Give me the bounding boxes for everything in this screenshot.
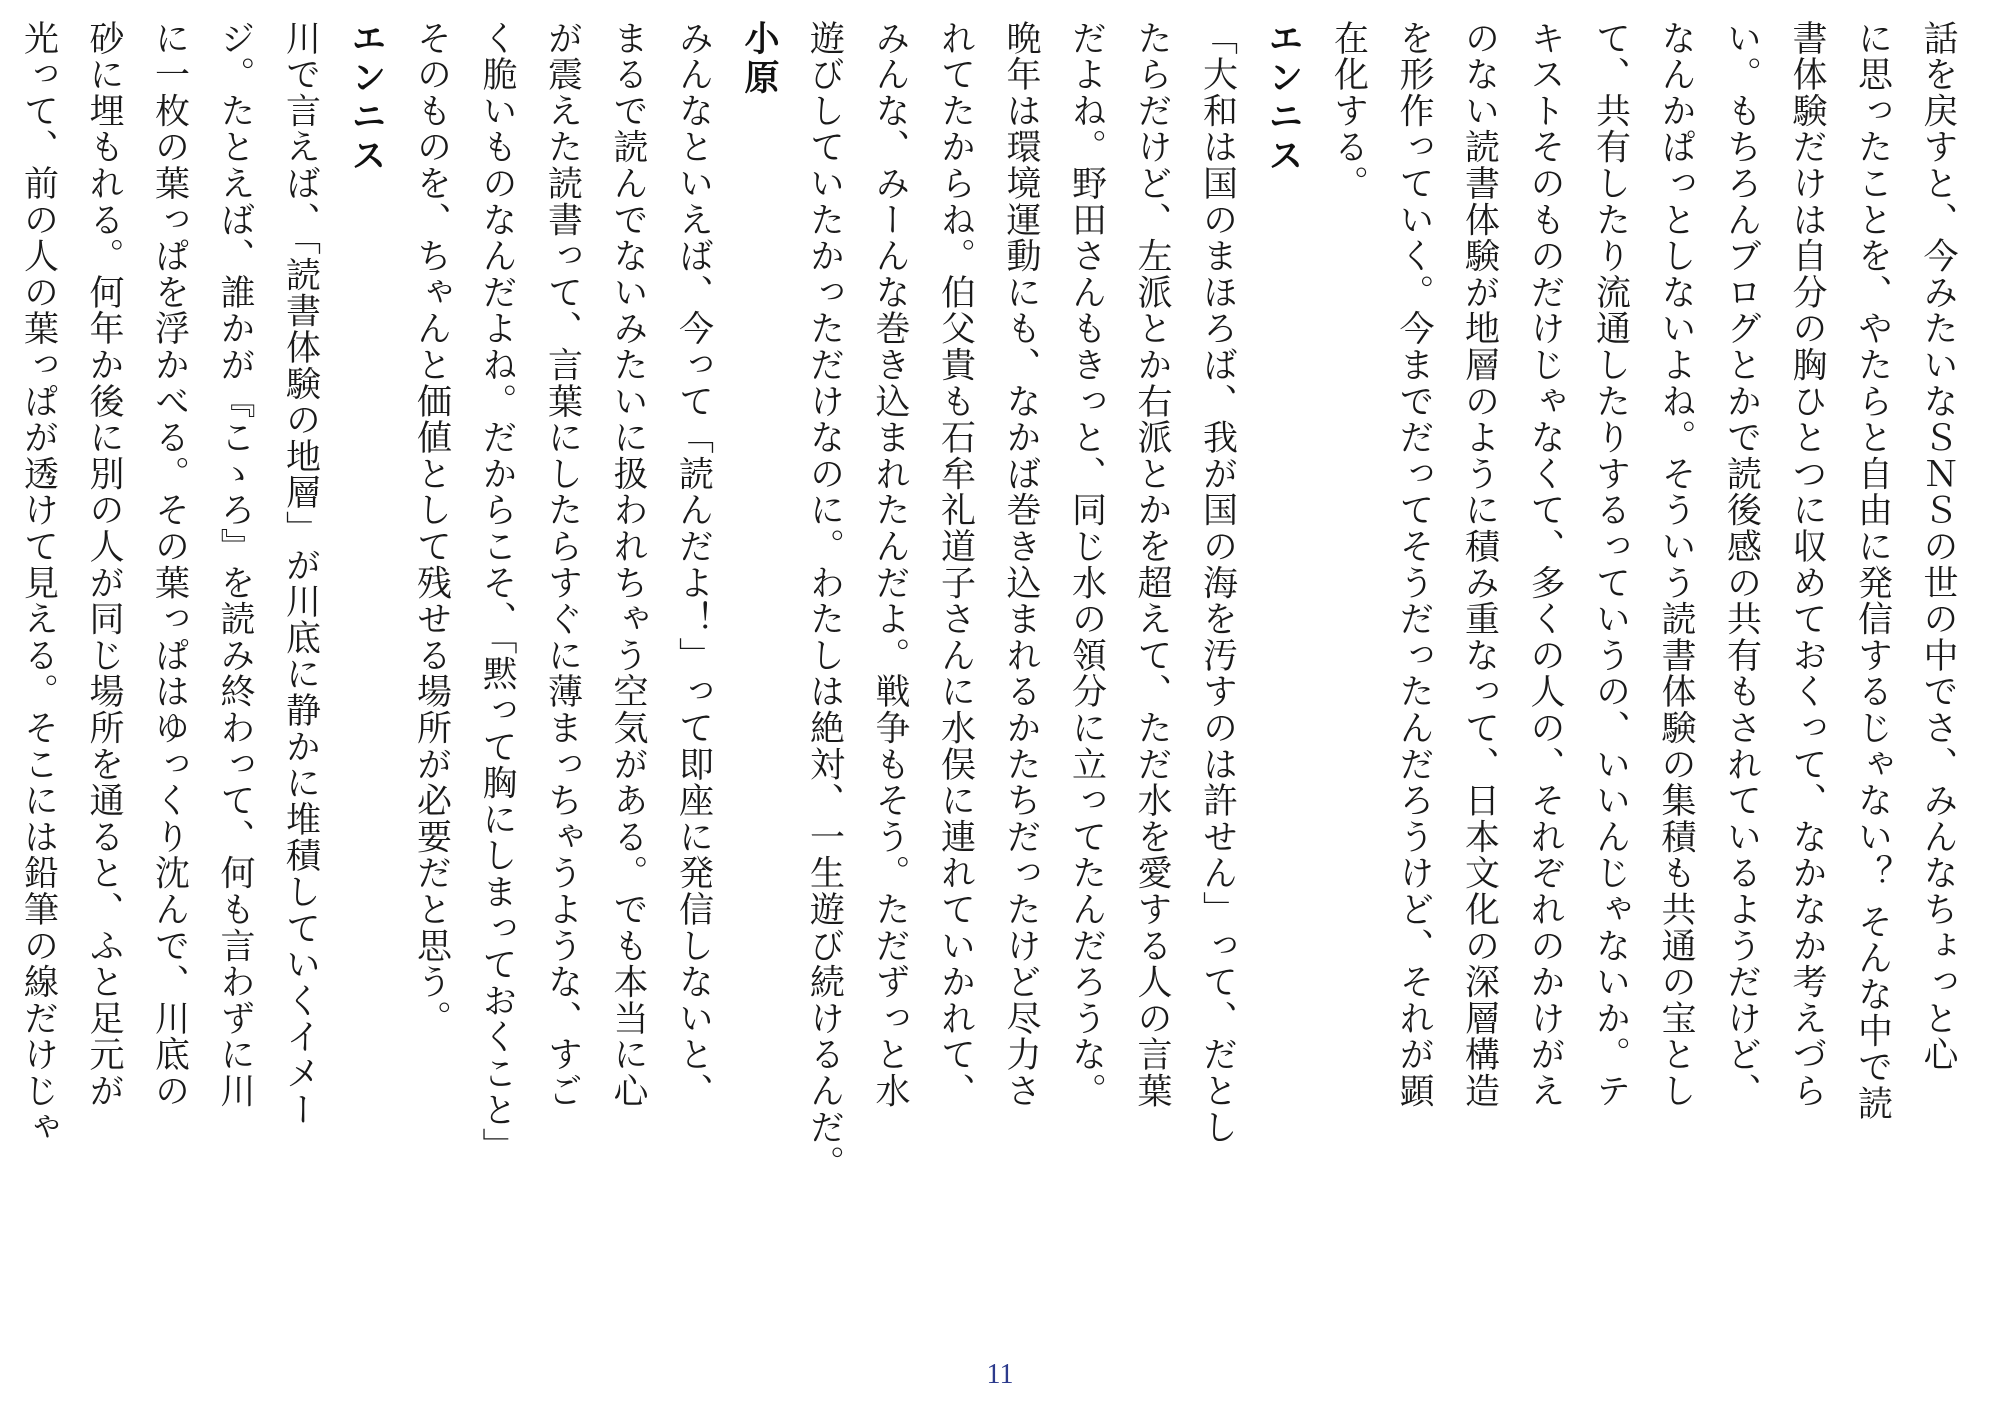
dialogue-block	[1315, 20, 1970, 1320]
dialogue-block	[398, 20, 791, 1320]
text-line: たらだけど、左派とか右派とかを超えて、ただ水を愛する人の言葉	[1132, 20, 1172, 1109]
text-line: なんかぱっとしないよね。そういう読書体験の集積も共通の宝とし	[1656, 20, 1696, 1109]
text-line: て、共有したり流通したりするっていうの、いいんじゃないか。テ	[1590, 20, 1631, 1109]
text-line: そのものを、ちゃんと価値として残せる場所が必要だと思う。	[411, 20, 452, 1037]
text-line: まるで読んでないみたいに扱われちゃう空気がある。でも本当に心	[608, 20, 648, 1109]
dialogue-block	[0, 20, 398, 1320]
text-line: みんな、みーんな巻き込まれたんだよ。戦争もそう。ただずっと水	[870, 20, 910, 1109]
text-line: 砂に埋もれる。何年か後に別の人が同じ場所を通ると、ふと足元が	[84, 20, 124, 1109]
text-line: 光って、前の人の葉っぱが透けて見える。そこには鉛筆の線だけじゃ	[18, 20, 59, 1146]
text-line: 話を戻すと、今みたいなＳＮＳの世の中でさ、みんなちょっと心	[1918, 20, 1958, 1073]
text-line: 「大和は国のまほろば、我が国の海を汚すのは許せん」って、だとし	[1197, 20, 1238, 1146]
text-line: 晩年は環境運動にも、なかば巻き込まれるかたちだったけど尽力さ	[1001, 20, 1041, 1109]
text-line: を形作っていく。今までだってそうだったんだろうけど、それが顕	[1394, 20, 1434, 1109]
text-line: みんなといえば、今って「読んだよ！」って即座に発信しないと、	[673, 20, 714, 1109]
vertical-text-body	[0, 20, 1970, 1320]
text-line: 遊びしていたかっただけなのに。わたしは絶対、一生遊び続けるんだ。	[804, 20, 845, 1182]
text-line: 川で言えば、「読書体験の地層」が川底に静かに堆積していくイメー	[280, 20, 321, 1128]
text-line: が震えた読書って、言葉にしたらすぐに薄まっちゃうような、すご	[542, 20, 583, 1109]
text-line: 書体験だけは自分の胸ひとつに収めておくって、なかなか考えづら	[1787, 20, 1827, 1109]
text-line: ジ。たとえば、誰かが『こゝろ』を読み終わって、何も言わずに川	[215, 20, 255, 1109]
text-line: い。もちろんブログとかで読後感の共有もされているようだけど、	[1721, 20, 1762, 1109]
text-line	[0, 20, 5, 1320]
page-number: 11	[986, 1359, 1014, 1390]
text-line: に思ったことを、やたらと自由に発信するじゃない？ そんな中で読	[1852, 20, 1893, 1122]
speaker-name: エンニス	[346, 20, 386, 176]
text-line: キストそのものだけじゃなくて、多くの人の、それぞれのかけがえ	[1525, 20, 1565, 1109]
speaker-name: エンニス	[1263, 20, 1303, 176]
text-line: れてたからね。伯父貴も石牟礼道子さんに水俣に連れていかれて、	[935, 20, 976, 1109]
text-line: のない読書体験が地層のように積み重なって、日本文化の深層構造	[1459, 20, 1500, 1109]
text-line: 在化する。	[1328, 20, 1369, 202]
text-line: だよね。野田さんもきっと、同じ水の領分に立ってたんだろうな。	[1066, 20, 1107, 1109]
text-line: に一枚の葉っぱを浮かべる。その葉っぱはゆっくり沈んで、川底の	[149, 20, 190, 1109]
text-line: く脆いものなんだよね。だからこそ、「黙って胸にしまっておくこと」	[477, 20, 517, 1165]
dialogue-block	[791, 20, 1315, 1320]
speaker-name: 小原	[739, 20, 779, 98]
